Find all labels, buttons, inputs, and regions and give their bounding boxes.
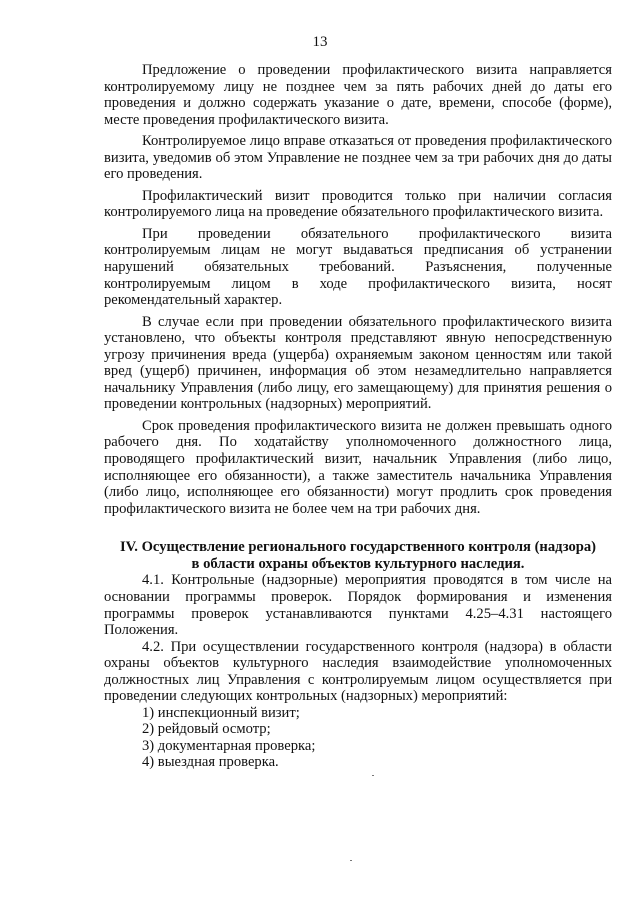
paragraph: Предложение о проведении профилактического визита направляется контролируемому лицу не позднее чем за пять рабочих дней до даты его проведения и должно содержать указание о дате, времени, способе (форме), месте проведения профилактического визита. xyxy=(104,62,612,128)
page-number: 13 xyxy=(312,34,328,50)
paragraph: При проведении обязательного профилактического визита контролируемым лицам не могут выдаваться предписания об устранении нарушений обязательных требований. Разъяснения, полученные контролируемым лицом в ходе профилактического визита, носят рекомендательный характер. xyxy=(104,225,612,309)
scan-speck xyxy=(350,860,352,861)
document-body xyxy=(104,62,612,771)
list-item: 4) выездная проверка. xyxy=(142,754,279,771)
paragraph: Профилактический визит проводится только при наличии согласия контролируемого лица на проведение обязательного профилактического визита. xyxy=(104,187,612,221)
paragraph: Срок проведения профилактического визита не должен превышать одного рабочего дня. По ходатайству уполномоченного должностного лица, проводящего профилактический визит, начальник Управления (либо лицо, исполняющее его обязанности), а также заместитель начальника Управления (либо лицо, исполняющее его обязанности) могут продлить срок проведения профилактического визита не более чем на три рабочих дня. xyxy=(104,417,612,517)
paragraph: В случае если при проведении обязательного профилактического визита установлено, что объекты контроля представляют явную непосредственную угрозу причинения вреда (ущерба) охраняемым законом ценностям или такой вред (ущерб) причинен, информация об этом незамедлительно направляется начальнику Управления (либо лицу, его замещающему) для принятия решения о проведении контрольных (надзорных) мероприятий. xyxy=(104,313,612,413)
section-paragraph: 4.2. При осуществлении государственного контроля (надзора) в области охраны объектов культурного наследия взаимодействие уполномоченных должностных лиц Управления с контролируемым лицом осуществляется при проведении следующих контрольных (надзорных) мероприятий: xyxy=(104,638,612,705)
inspection-list xyxy=(104,705,612,771)
section-heading: IV. Осуществление регионального государственного контроля (надзора) в области охраны объектов культурного наследия. xyxy=(119,539,597,572)
list-item: 3) документарная проверка; xyxy=(142,737,316,754)
section-paragraph: 4.1. Контрольные (надзорные) мероприятия проводятся в том числе на основании программы проверок. Порядок формирования и изменения программы проверок устанавливаются пунктами 4.25–4.31 настоящего Положения. xyxy=(104,572,612,639)
list-item: 1) инспекционный визит; xyxy=(142,704,300,721)
scan-speck xyxy=(372,775,374,776)
list-item: 2) рейдовый осмотр; xyxy=(142,721,271,738)
paragraph: Контролируемое лицо вправе отказаться от проведения профилактического визита, уведомив об этом Управление не позднее чем за три рабочих дня до даты его проведения. xyxy=(104,133,612,183)
